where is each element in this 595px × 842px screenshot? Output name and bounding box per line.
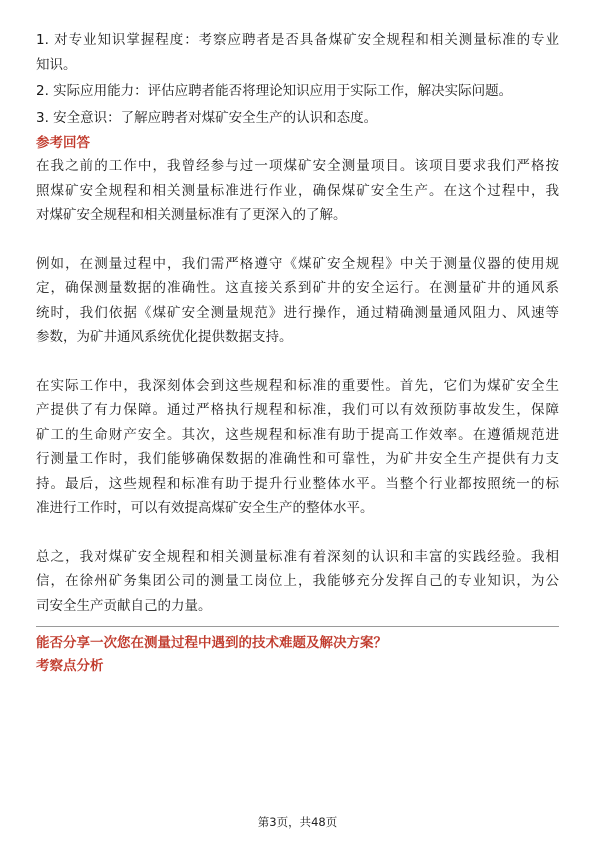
answer-paragraph bbox=[36, 374, 559, 521]
paragraph-line: 例如，在测量过程中，我们需严格遵守《煤矿安全规程》中关于测量仪器的使用规 bbox=[36, 255, 559, 272]
paragraph-line: 总之，我对煤矿安全规程和相关测量标准有着深刻的认识和丰富的实践经验。我相 bbox=[36, 548, 559, 565]
document-page bbox=[36, 28, 559, 677]
paragraph-line: 对煤矿安全规程和相关测量标准有了更深入的了解。 bbox=[36, 207, 347, 223]
paragraph-line: 在实际工作中，我深刻体会到这些规程和标准的重要性。首先，它们为煤矿安全生 bbox=[36, 377, 559, 394]
paragraph-line: 统时，我们依据《煤矿安全测量规范》进行操作，通过精确测量通风阻力、风速等 bbox=[36, 304, 559, 321]
paragraph-line: 产提供了有力保障。通过严格执行规程和标准，我们可以有效预防事故发生，保障 bbox=[36, 402, 559, 418]
next-question-heading: 能否分享一次您在测量过程中遇到的技术难题及解决方案？ bbox=[36, 635, 387, 651]
analysis-heading: 考察点分析 bbox=[36, 658, 104, 674]
paragraph-line: 行测量工作时，我们能够确保数据的准确性和可靠性，为矿井安全生产提供有力支 bbox=[36, 451, 559, 467]
answer-paragraph bbox=[36, 154, 559, 228]
section-divider bbox=[36, 626, 559, 627]
paragraph-line: 准进行工作时，可以有效提高煤矿安全生产的整体水平。 bbox=[36, 500, 374, 516]
paragraph-line: 照煤矿安全规程和相关测量标准进行作业，确保煤矿安全生产。在这个过程中，我 bbox=[36, 182, 559, 199]
criteria-item bbox=[36, 79, 559, 104]
paragraph-line: 持。最后，这些规程和标准有助于提升行业整体水平。当整个行业都按照统一的标 bbox=[36, 475, 559, 492]
answer-paragraph bbox=[36, 252, 559, 350]
paragraph-line: 矿工的生命财产安全。其次，这些规程和标准有助于提高工作效率。在遵循规范进 bbox=[36, 426, 559, 443]
paragraph-line: 参数，为矿井通风系统优化提供数据支持。 bbox=[36, 329, 293, 345]
paragraph-line: 司安全生产贡献自己的力量。 bbox=[36, 597, 212, 614]
answer-paragraph bbox=[36, 545, 559, 619]
page-number-footer: 第3页，共48页 bbox=[257, 815, 338, 829]
criteria-line: 2. 实际应用能力：评估应聘者能否将理论知识应用于实际工作，解决实际问题。 bbox=[36, 83, 513, 99]
criteria-line: 3. 安全意识：了解应聘者对煤矿安全生产的认识和态度。 bbox=[36, 109, 378, 126]
criteria-item bbox=[36, 28, 559, 77]
paragraph-line: 定，确保测量数据的准确性。这直接关系到矿井的安全运行。在测量矿井的通风系 bbox=[36, 280, 559, 296]
paragraph-line: 信，在徐州矿务集团公司的测量工岗位上，我能够充分发挥自己的专业知识，为公 bbox=[36, 573, 559, 589]
criteria-list bbox=[36, 28, 559, 130]
reference-answer-heading: 参考回答 bbox=[36, 135, 90, 151]
criteria-line: 知识。 bbox=[36, 56, 77, 73]
criteria-item bbox=[36, 106, 559, 131]
paragraph-line: 在我之前的工作中，我曾经参与过一项煤矿安全测量项目。该项目要求我们严格按 bbox=[36, 158, 559, 174]
criteria-line: 1. 对专业知识掌握程度：考察应聘者是否具备煤矿安全规程和相关测量标准的专业 bbox=[36, 32, 559, 48]
